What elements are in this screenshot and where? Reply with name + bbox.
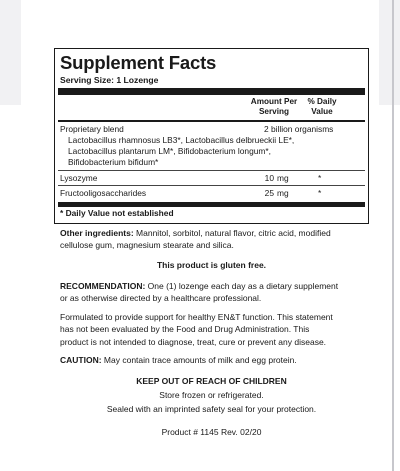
amount-header-line2: Serving [258, 107, 290, 116]
daily-value-header [302, 97, 342, 117]
dv-header-line1: % Daily [307, 97, 337, 106]
bottom-divider [58, 202, 365, 207]
row-divider [58, 185, 365, 186]
row-divider [58, 170, 365, 171]
gluten-free-statement: This product is gluten free. [156, 260, 267, 270]
caution [60, 354, 370, 366]
right-edge-line [392, 0, 394, 471]
right-background-band [379, 0, 400, 105]
keep-out-of-reach-heading: KEEP OUT OF REACH OF CHILDREN [136, 376, 287, 386]
other-ingredients [60, 227, 370, 252]
thick-divider [58, 88, 365, 95]
row-name: Fructooligosaccharides [60, 188, 147, 198]
caution-text: May contain trace amounts of milk and egg protein. [101, 355, 297, 365]
row-amount-unit: mg [277, 188, 289, 198]
panel-title: Supplement Facts [60, 52, 217, 73]
seal-notice: Sealed with an imprinted safety seal for your protection. [106, 404, 317, 414]
row-amount-value: 10 [264, 173, 274, 183]
recommendation [60, 280, 370, 305]
row-detail: Bifidobacterium bifidum* [68, 157, 159, 167]
amount-per-serving-header [246, 97, 302, 117]
amount-header-line1: Amount Per [250, 97, 298, 106]
left-background-band [0, 0, 21, 105]
row-dv: * [318, 173, 322, 183]
row-detail: Lactobacillus plantarum LM*, Bifidobacterium longum*, [68, 146, 271, 156]
footnote: * Daily Value not established [60, 208, 174, 218]
row-amount: 2 billion organisms [264, 124, 334, 134]
row-detail: Lactobacillus rhamnosus LB3*, Lactobacillus delbrueckii LE*, [68, 135, 295, 145]
recommendation-text: or as otherwise directed by a healthcare professional. [60, 293, 262, 304]
fda-statement [60, 311, 370, 348]
row-dv: * [318, 188, 322, 198]
recommendation-text: One (1) lozenge each day as a dietary supplement [145, 281, 339, 291]
header-divider [58, 120, 365, 122]
row-amount-unit: mg [277, 173, 289, 183]
other-ingredients-text: Mannitol, sorbitol, natural flavor, citric acid, modified [133, 228, 331, 238]
other-ingredients-text: cellulose gum, magnesium stearate and silica. [60, 240, 234, 251]
caution-label: CAUTION: [60, 355, 102, 365]
storage-instruction: Store frozen or refrigerated. [159, 390, 264, 400]
row-name: Lysozyme [60, 173, 98, 183]
product-number: Product # 1145 Rev. 02/20 [161, 427, 262, 437]
serving-size: Serving Size: 1 Lozenge [60, 75, 159, 85]
row-amount-value: 25 [264, 188, 274, 198]
row-name: Proprietary blend [60, 124, 124, 134]
statement-line: Formulated to provide support for healthy EN&T function. This statement [60, 312, 333, 322]
recommendation-label: RECOMMENDATION: [60, 281, 146, 291]
dv-header-line2: Value [311, 107, 333, 116]
statement-line: product is not intended to diagnose, treat, cure or prevent any disease. [60, 336, 327, 347]
other-ingredients-label: Other ingredients: [60, 228, 134, 238]
statement-line: has not been evaluated by the Food and Drug Administration. This [60, 324, 310, 335]
